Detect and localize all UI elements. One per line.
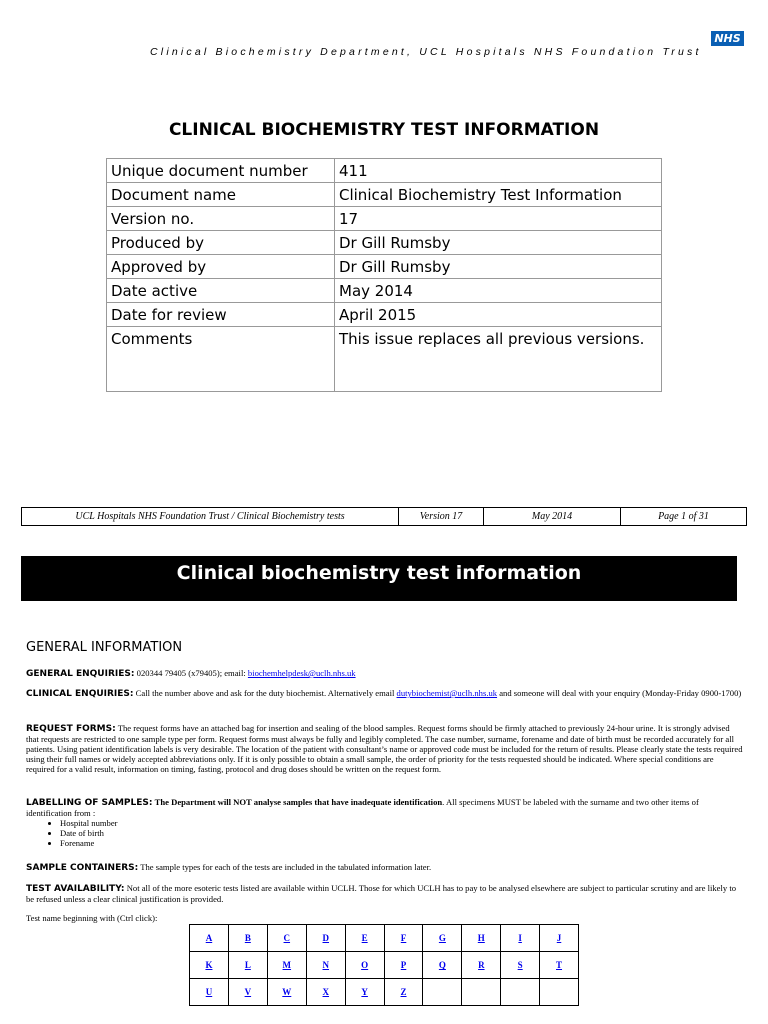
letter-cell <box>540 925 579 952</box>
footer-page: Page 1 of 31 <box>621 508 747 526</box>
meta-key: Comments <box>107 327 335 392</box>
letter-link-z[interactable]: Z <box>400 987 407 997</box>
request-forms <box>26 723 744 774</box>
letter-cell <box>462 925 501 952</box>
table-row <box>107 279 662 303</box>
letter-link-o[interactable]: O <box>361 960 369 970</box>
list-item: • Forename <box>60 838 744 848</box>
letter-cell <box>345 952 384 979</box>
letter-cell <box>501 952 540 979</box>
alphabet-index-table <box>189 924 579 1006</box>
page-footer <box>21 507 747 526</box>
meta-value: Clinical Biochemistry Test Information <box>335 183 662 207</box>
letter-cell <box>462 979 501 1006</box>
meta-value: This issue replaces all previous versions. <box>335 327 662 392</box>
label: GENERAL ENQUIRIES: <box>26 669 135 679</box>
meta-value: May 2014 <box>335 279 662 303</box>
letter-cell <box>501 925 540 952</box>
letter-cell <box>423 925 462 952</box>
meta-key: Document name <box>107 183 335 207</box>
letter-cell <box>306 925 345 952</box>
letter-link-b[interactable]: B <box>244 933 251 943</box>
table-row <box>107 183 662 207</box>
table-row <box>107 255 662 279</box>
letter-link-f[interactable]: F <box>400 933 407 943</box>
letter-link-j[interactable]: J <box>556 933 562 943</box>
table-row <box>107 231 662 255</box>
letter-link-x[interactable]: X <box>322 987 330 997</box>
label: SAMPLE CONTAINERS: <box>26 863 139 873</box>
text: 020344 79405 (x79405); email: <box>136 668 246 678</box>
letter-cell <box>267 925 306 952</box>
table-row <box>190 979 579 1006</box>
meta-key: Produced by <box>107 231 335 255</box>
text: and someone will deal with your enquiry (Monday-Friday 0900-1700) <box>499 688 742 698</box>
letter-link-r[interactable]: R <box>478 960 485 970</box>
table-row <box>190 925 579 952</box>
helpdesk-email-link[interactable]: biochemhelpdesk@uclh.nhs.uk <box>247 668 356 678</box>
letter-link-t[interactable]: T <box>556 960 563 970</box>
label: TEST AVAILABILITY: <box>26 884 125 894</box>
duty-biochemist-email-link[interactable]: dutybiochemist@uclh.nhs.uk <box>396 688 498 698</box>
letter-cell <box>540 952 579 979</box>
letter-cell <box>540 979 579 1006</box>
meta-value: Dr Gill Rumsby <box>335 255 662 279</box>
letter-cell <box>190 952 229 979</box>
document-title: CLINICAL BIOCHEMISTRY TEST INFORMATION <box>168 120 600 140</box>
letter-cell <box>190 979 229 1006</box>
footer-version: Version 17 <box>399 508 484 526</box>
letter-link-m[interactable]: M <box>282 960 292 970</box>
letter-cell <box>190 925 229 952</box>
letter-cell <box>228 979 267 1006</box>
list-item: • Hospital number <box>60 818 744 828</box>
label: REQUEST FORMS: <box>26 724 116 734</box>
letter-link-q[interactable]: Q <box>438 960 446 970</box>
nhs-logo: NHS <box>711 31 744 46</box>
sample-containers <box>26 862 744 873</box>
test-availability <box>26 883 744 904</box>
department-header: Clinical Biochemistry Department, UCL Hospitals NHS Foundation Trust <box>150 46 702 58</box>
table-row <box>107 327 662 392</box>
meta-value: Dr Gill Rumsby <box>335 231 662 255</box>
table-row <box>190 952 579 979</box>
meta-value: April 2015 <box>335 303 662 327</box>
letter-link-w[interactable]: W <box>282 987 292 997</box>
letter-cell <box>267 952 306 979</box>
letter-link-l[interactable]: L <box>244 960 251 970</box>
letter-cell <box>423 952 462 979</box>
text: Call the number above and ask for the duty biochemist. Alternatively email <box>135 688 395 698</box>
text: The request forms have an attached bag for insertion and sealing of the blood samples. Request forms should be firmly attached to previously 24-hour urine. It is strongly advised that requests are restricted to one sample type per form. Request forms must always be fully and legibly completed. The case number, surname, forename and date of birth must be recorded accurately for all patients. Using patient identification labels is very desirable. The location of the patient with consultant’s name or approved code must be included for the return of results. Please clearly state the tests required using their full names or widely accepted abbreviations only. If it is only possible to obtain a small sample, the order of priority for the tests requested should be indicated. Where special conditions are required for a valid result, information on timing, fasting, protocol and drug doses should be written on the request form. <box>26 723 743 774</box>
meta-key: Unique document number <box>107 159 335 183</box>
meta-value: 17 <box>335 207 662 231</box>
table-row <box>107 159 662 183</box>
letter-cell <box>345 925 384 952</box>
label: LABELLING OF SAMPLES: <box>26 798 153 808</box>
table-row <box>107 303 662 327</box>
letter-cell <box>306 979 345 1006</box>
letter-link-s[interactable]: S <box>517 960 523 970</box>
table-row <box>107 207 662 231</box>
list-item: • Date of birth <box>60 828 744 838</box>
general-enquiries <box>26 668 744 679</box>
label: CLINICAL ENQUIRIES: <box>26 689 134 699</box>
letter-link-c[interactable]: C <box>283 933 291 943</box>
warning-text: The Department will NOT analyse samples that have inadequate identification <box>154 797 443 807</box>
letter-link-p[interactable]: P <box>400 960 407 970</box>
letter-link-u[interactable]: U <box>205 987 213 997</box>
text: Not all of the more esoteric tests listed are available within UCLH. Those for which UCLH has to pay to be analysed elsewhere are subject to particular scrutiny and are likely to be refused unless a clear clinical justification is provided. <box>26 883 737 904</box>
letter-link-e[interactable]: E <box>361 933 368 943</box>
letter-cell <box>384 952 423 979</box>
section-banner: Clinical biochemistry test information <box>21 556 737 601</box>
letter-cell <box>384 925 423 952</box>
letter-cell <box>501 979 540 1006</box>
letter-link-a[interactable]: A <box>205 933 213 943</box>
test-name-prompt: Test name beginning with (Ctrl click): <box>26 913 158 923</box>
letter-link-n[interactable]: N <box>322 960 330 970</box>
letter-link-k[interactable]: K <box>205 960 213 970</box>
footer-date: May 2014 <box>484 508 621 526</box>
text: . All specimens MUST be labeled with the surname and two other items of identification from : <box>26 797 699 818</box>
meta-key: Date active <box>107 279 335 303</box>
letter-cell <box>423 979 462 1006</box>
footer-org: UCL Hospitals NHS Foundation Trust / Clinical Biochemistry tests <box>22 508 399 526</box>
letter-cell <box>384 979 423 1006</box>
letter-cell <box>228 925 267 952</box>
clinical-enquiries <box>26 688 744 699</box>
letter-link-g[interactable]: G <box>438 933 446 943</box>
section-heading: GENERAL INFORMATION <box>26 640 183 655</box>
letter-cell <box>345 979 384 1006</box>
letter-link-y[interactable]: Y <box>361 987 368 997</box>
letter-link-d[interactable]: D <box>322 933 330 943</box>
meta-key: Approved by <box>107 255 335 279</box>
identification-list <box>26 818 744 848</box>
document-meta-table <box>106 158 662 392</box>
letter-cell <box>267 979 306 1006</box>
letter-cell <box>306 952 345 979</box>
letter-link-i[interactable]: I <box>518 933 522 943</box>
meta-value: 411 <box>335 159 662 183</box>
letter-link-h[interactable]: H <box>477 933 485 943</box>
letter-link-v[interactable]: V <box>244 987 252 997</box>
meta-key: Version no. <box>107 207 335 231</box>
labelling-of-samples <box>26 797 744 848</box>
text: The sample types for each of the tests are included in the tabulated information later. <box>140 862 432 872</box>
letter-cell <box>228 952 267 979</box>
meta-key: Date for review <box>107 303 335 327</box>
letter-cell <box>462 952 501 979</box>
